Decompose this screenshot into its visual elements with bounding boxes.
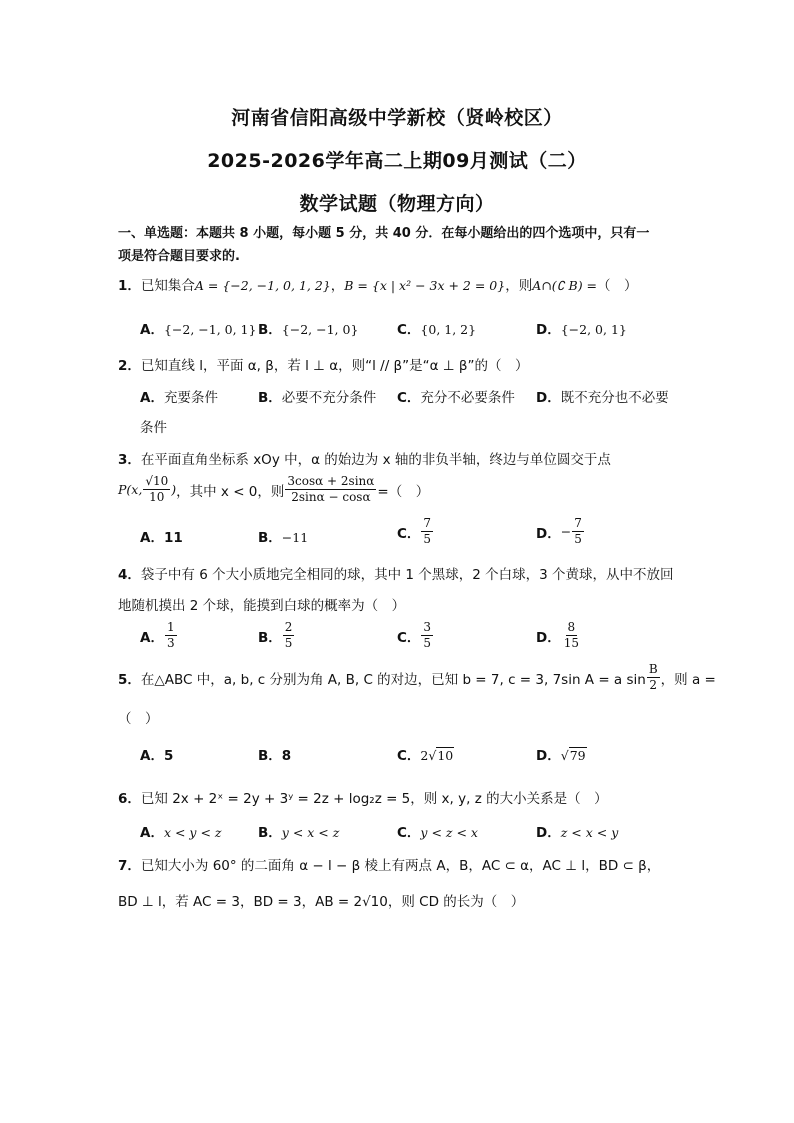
option-value: 8 bbox=[281, 748, 292, 764]
option-b bbox=[258, 526, 308, 546]
option-label: A． bbox=[140, 322, 164, 338]
question-4-line2: 地随机摸出 2 个球，能摸到白球的概率为（ ） bbox=[118, 598, 406, 614]
set-b: B = {x | x² − 3x + 2 = 0} bbox=[344, 278, 506, 293]
fraction-denominator: 3 bbox=[166, 636, 175, 650]
point-close: ) bbox=[171, 482, 177, 497]
option-d bbox=[536, 620, 582, 651]
option-b bbox=[258, 386, 376, 406]
option-value: {−2, −1, 0, 1} bbox=[163, 322, 257, 337]
option-a bbox=[140, 821, 222, 841]
question-number: 3． bbox=[118, 452, 141, 468]
option-value: 11 bbox=[163, 530, 183, 546]
question-7-line2: BD ⊥ l，若 AC = 3，BD = 3，AB = 2√10，则 CD 的长为（ ） bbox=[118, 894, 525, 910]
question-text: 已知大小为 60° 的二面角 α − l − β 棱上有两点 A，B，AC ⊂ α，AC ⊥ l，BD ⊂ β， bbox=[140, 858, 661, 874]
fraction-denominator: 5 bbox=[423, 636, 432, 650]
option-c bbox=[397, 620, 434, 651]
option-d bbox=[536, 318, 627, 338]
option-b bbox=[258, 744, 291, 764]
question-6 bbox=[118, 787, 608, 807]
option-a bbox=[140, 526, 183, 546]
question-3 bbox=[118, 448, 611, 468]
trig-ratio-fraction bbox=[285, 474, 376, 505]
option-label: C． bbox=[397, 748, 421, 764]
option-fraction bbox=[562, 620, 581, 651]
option-fraction bbox=[572, 516, 584, 547]
question-text: 已知集合 bbox=[140, 278, 195, 294]
question-1 bbox=[118, 274, 638, 294]
option-c bbox=[397, 386, 515, 406]
option-d bbox=[536, 516, 585, 547]
option-label: C． bbox=[397, 525, 421, 542]
option-d-continued: 条件 bbox=[140, 420, 167, 436]
option-label: D． bbox=[536, 525, 561, 542]
question-number: 4． bbox=[118, 567, 141, 583]
question-number: 7． bbox=[118, 858, 141, 874]
option-value: {0, 1, 2} bbox=[420, 322, 477, 337]
question-text: ，其中 x < 0，则 bbox=[176, 483, 285, 500]
fraction-numerator: 3 bbox=[423, 620, 432, 634]
set-a: A = {−2, −1, 0, 1, 2} bbox=[194, 278, 331, 293]
option-label: C． bbox=[397, 825, 421, 841]
fraction-denominator: 5 bbox=[284, 636, 293, 650]
option-value: x < y < z bbox=[163, 825, 222, 840]
option-label: D． bbox=[536, 825, 561, 841]
question-text: ，则 bbox=[505, 278, 533, 294]
radicand: 10 bbox=[437, 748, 454, 763]
option-c bbox=[397, 744, 454, 764]
option-label: B． bbox=[258, 390, 282, 406]
option-value: 既不充分也不必要 bbox=[560, 390, 669, 406]
question-4 bbox=[118, 563, 674, 583]
option-d bbox=[536, 386, 669, 406]
exam-subject-title: 数学试题（物理方向） bbox=[299, 193, 495, 215]
fraction-numerator: 3cosα + 2sinα bbox=[287, 474, 375, 488]
option-a bbox=[140, 744, 173, 764]
option-label: A． bbox=[140, 390, 164, 406]
option-label: A． bbox=[140, 629, 164, 646]
option-radical: √79 bbox=[560, 748, 586, 763]
option-label: A． bbox=[140, 748, 164, 764]
fraction-numerator: B bbox=[648, 662, 658, 676]
fraction-numerator: 1 bbox=[166, 620, 175, 634]
option-label: B． bbox=[258, 629, 282, 646]
fraction-denominator: 15 bbox=[563, 636, 579, 650]
question-text: 在△ABC 中，a, b, c 分别为角 A, B, C 的对边，已知 b = 7, c = 3, 7sin A = a sin bbox=[140, 671, 646, 688]
option-label: B． bbox=[258, 748, 282, 764]
option-c bbox=[397, 821, 478, 841]
option-fraction bbox=[421, 620, 433, 651]
question-5 bbox=[118, 662, 716, 693]
option-fraction bbox=[283, 620, 295, 651]
answer-blank: =（ ） bbox=[377, 483, 430, 500]
answer-blank: （ ） bbox=[118, 711, 159, 727]
option-value: z < x < y bbox=[560, 825, 619, 840]
option-a bbox=[140, 620, 178, 651]
option-label: D． bbox=[536, 322, 561, 338]
minus-sign: − bbox=[560, 524, 572, 539]
point-y-fraction bbox=[143, 474, 170, 505]
set-expression: A∩(∁ B) = bbox=[532, 278, 598, 293]
fraction-denominator: 10 bbox=[149, 490, 165, 504]
option-fraction bbox=[165, 620, 177, 651]
option-value: 5 bbox=[163, 748, 174, 764]
question-text: 已知 2x + 2ˣ = 2y + 3ʸ = 2z + log₂z = 5，则 x, y, z 的大小关系是（ ） bbox=[140, 791, 608, 807]
option-radical: 2√10 bbox=[420, 748, 454, 763]
option-label: B． bbox=[258, 530, 282, 546]
option-label: C． bbox=[397, 322, 421, 338]
answer-blank: （ ） bbox=[597, 278, 638, 294]
option-label: D． bbox=[536, 390, 561, 406]
option-c bbox=[397, 516, 434, 547]
option-value: {−2, −1, 0} bbox=[281, 322, 359, 337]
fraction-denominator: 2sinα − cosα bbox=[291, 490, 371, 504]
question-3-line2 bbox=[118, 474, 429, 505]
half-angle-fraction bbox=[647, 662, 660, 693]
option-label: A． bbox=[140, 825, 164, 841]
question-number: 6． bbox=[118, 791, 141, 807]
option-label: C． bbox=[397, 629, 421, 646]
question-7 bbox=[118, 854, 660, 874]
option-label: B． bbox=[258, 322, 282, 338]
question-text: 在平面直角坐标系 xOy 中，α 的始边为 x 轴的非负半轴，终边与单位圆交于点 bbox=[140, 452, 611, 468]
question-number: 1． bbox=[118, 278, 141, 294]
option-d bbox=[536, 744, 587, 764]
exam-term-title: 2025-2026学年高二上期09月测试（二） bbox=[207, 150, 587, 172]
option-b bbox=[258, 318, 358, 338]
question-text: ，则 a = bbox=[660, 671, 716, 688]
exam-school-title: 河南省信阳高级中学新校（贤岭校区） bbox=[231, 107, 563, 129]
question-number: 2． bbox=[118, 358, 141, 374]
option-value: {−2, 0, 1} bbox=[560, 322, 627, 337]
radical-coefficient: 2 bbox=[420, 748, 429, 763]
option-label: C． bbox=[397, 390, 421, 406]
option-value: −11 bbox=[281, 530, 309, 545]
fraction-numerator: 8 bbox=[567, 620, 576, 634]
fraction-numerator: 7 bbox=[574, 516, 582, 530]
option-d bbox=[536, 821, 618, 841]
option-b bbox=[258, 821, 339, 841]
option-value: y < x < z bbox=[281, 825, 340, 840]
option-b bbox=[258, 620, 295, 651]
option-fraction bbox=[421, 516, 433, 547]
punctuation: ， bbox=[330, 278, 345, 294]
fraction-denominator: 5 bbox=[574, 532, 582, 546]
fraction-denominator: 5 bbox=[423, 532, 432, 546]
fraction-numerator: 2 bbox=[284, 620, 293, 634]
option-value: y < z < x bbox=[420, 825, 478, 840]
point-label: P(x, bbox=[118, 482, 143, 497]
question-text: 袋子中有 6 个大小质地完全相同的球，其中 1 个黑球，2 个白球，3 个黄球，从中不放回 bbox=[140, 567, 674, 583]
option-label: B． bbox=[258, 825, 282, 841]
radicand: 79 bbox=[569, 748, 586, 763]
question-2 bbox=[118, 354, 529, 374]
question-number: 5． bbox=[118, 671, 141, 688]
section-instructions: 一、单选题：本题共 8 小题，每小题 5 分，共 40 分．在每小题给出的四个选项中，只有一 bbox=[118, 226, 650, 241]
fraction-numerator: √10 bbox=[145, 474, 169, 488]
question-text: 已知直线 l，平面 α, β，若 l ⊥ α，则“l // β”是“α ⊥ β”的（ ） bbox=[140, 358, 529, 374]
option-value: 必要不充分条件 bbox=[281, 390, 377, 406]
option-label: A． bbox=[140, 530, 164, 546]
option-label: D． bbox=[536, 629, 561, 646]
fraction-numerator: 7 bbox=[423, 516, 432, 530]
option-value: 充要条件 bbox=[163, 390, 218, 406]
option-value: 充分不必要条件 bbox=[420, 390, 515, 406]
fraction-denominator: 2 bbox=[649, 678, 658, 692]
option-a bbox=[140, 318, 256, 338]
section-instructions-cont: 项是符合题目要求的. bbox=[118, 249, 240, 264]
option-label: D． bbox=[536, 748, 561, 764]
option-c bbox=[397, 318, 476, 338]
option-a bbox=[140, 386, 218, 406]
